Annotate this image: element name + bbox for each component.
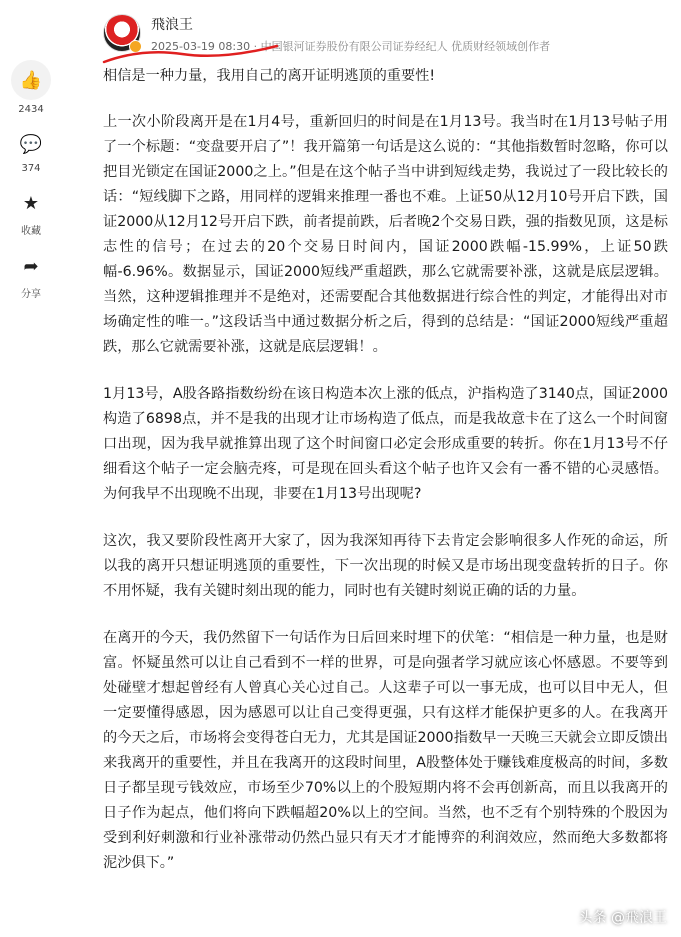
comment-icon[interactable]: 💬 [19,133,43,155]
favorite-label: 收藏 [21,226,41,237]
article-paragraph: 这次，我又要阶段性离开大家了，因为我深知再待下去肯定会影响很多人作死的命运，所以我的离开只想证明逃顶的重要性，下一次出现的时候又是市场出现变盘转折的日子。你不用怀疑，我有关键时刻出现的能力，同时也有关键时刻说正确的话的力量。 [103,533,668,599]
article-lead: 相信是一种力量，我用自己的离开证明逃顶的重要性! [103,68,436,84]
comment-action[interactable] [0,129,62,174]
star-icon[interactable]: ★ [22,192,40,214]
article-body [103,64,668,898]
share-icon[interactable]: ➦ [23,255,39,277]
watermark-text: 头条 @飛浪王 [578,910,667,926]
share-action[interactable] [0,251,62,300]
comment-count: 374 [21,163,41,174]
hand-drawn-underline [102,44,282,66]
author-affiliation: · 中国银河证券股份有限公司证券经纪人 优质财经领域创作者 [250,40,551,53]
watermark [579,907,667,927]
post-date: 2025-03-19 08:30 [151,40,251,53]
article-paragraph: 上一次小阶段离开是在1月4号，重新回归的时间是在1月13号。我当时在1月13号帖子用了一个标题：“变盘要开启了”！我开篇第一句话是这么说的：“其他指数暂时忽略，你可以把目光锁定在国证2000之上。”但是在这个帖子当中讲到短线走势，我说过了一段比较长的话：“短线脚下之路，用同样的逻辑来推理一番也不难。上证50从12月10号开启下跌，国证2000从12月12号开启下跌，前者提前跌，后者晚2个交易日跌，强的指数见顶，这是标志性的信号；在过去的20个交易日时间内，国证2000跌幅-15.99%，上证50跌幅-6.96%。数据显示，国证2000短线严重超跌，那么它就需要补涨，这就是底层逻辑。当然，这种逻辑推理并不是绝对，还需要配合其他数据进行综合性的判定，才能得出对市场确定性的唯一。”这段话当中通过数据分析之后，得到的总结是：“国证2000短线严重超跌，那么它就需要补涨，这就是底层逻辑！。 [103,114,668,355]
like-action[interactable] [0,60,62,115]
article-paragraph: 在离开的今天，我仍然留下一句话作为日后回来时埋下的伏笔：“相信是一种力量，也是财富。怀疑虽然可以让自己看到不一样的世界，可是向强者学习就应该心怀感恩。不要等到处碰壁才想起曾经有人曾真心关心过自己。人这辈子可以一事无成，也可以目中无人，但一定要懂得感恩，因为感恩可以让自己变得更强，只有这样才能保护更多的人。在我离开的今天之后，市场将会变得苍白无力，尤其是国证2000指数早一天晚三天就会立即反馈出来我离开的重要性，并且在我离开的这段时间里，A股整体处于赚钱难度极高的时间，多数日子都呈现亏钱效应，市场至少70%以上的个股短期内将不会再创新高，而且以我离开的日子作为起点，他们将向下跌幅超20%以上的空间。当然，也不乏有个别特殊的个股因为受到利好刺激和行业补涨带动仍然凸显只有天才才能博弈的利润效应，然而绝大多数都将泥沙俱下。” [103,630,668,871]
favorite-action[interactable] [0,188,62,237]
like-count: 2434 [18,104,44,115]
author-name[interactable]: 飛浪王 [151,17,193,33]
share-label: 分享 [21,289,41,300]
action-sidebar [0,60,62,314]
thumbs-up-icon[interactable]: 👍 [11,60,51,100]
article-paragraph: 1月13号，A股各路指数纷纷在该日构造本次上涨的低点，沪指构造了3140点，国证2000构造了6898点，并不是我的出现才让市场构造了低点，而是我故意卡在了这么一个时间窗口出现，因为我早就推算出现了这个时间窗口必定会形成重要的转折。你在1月13号不仔细看这个帖子一定会脑壳疼，可是现在回头看这个帖子也许又会有一番不错的心灵感悟。为何我早不出现晚不出现，非要在1月13号出现呢? [103,386,668,502]
